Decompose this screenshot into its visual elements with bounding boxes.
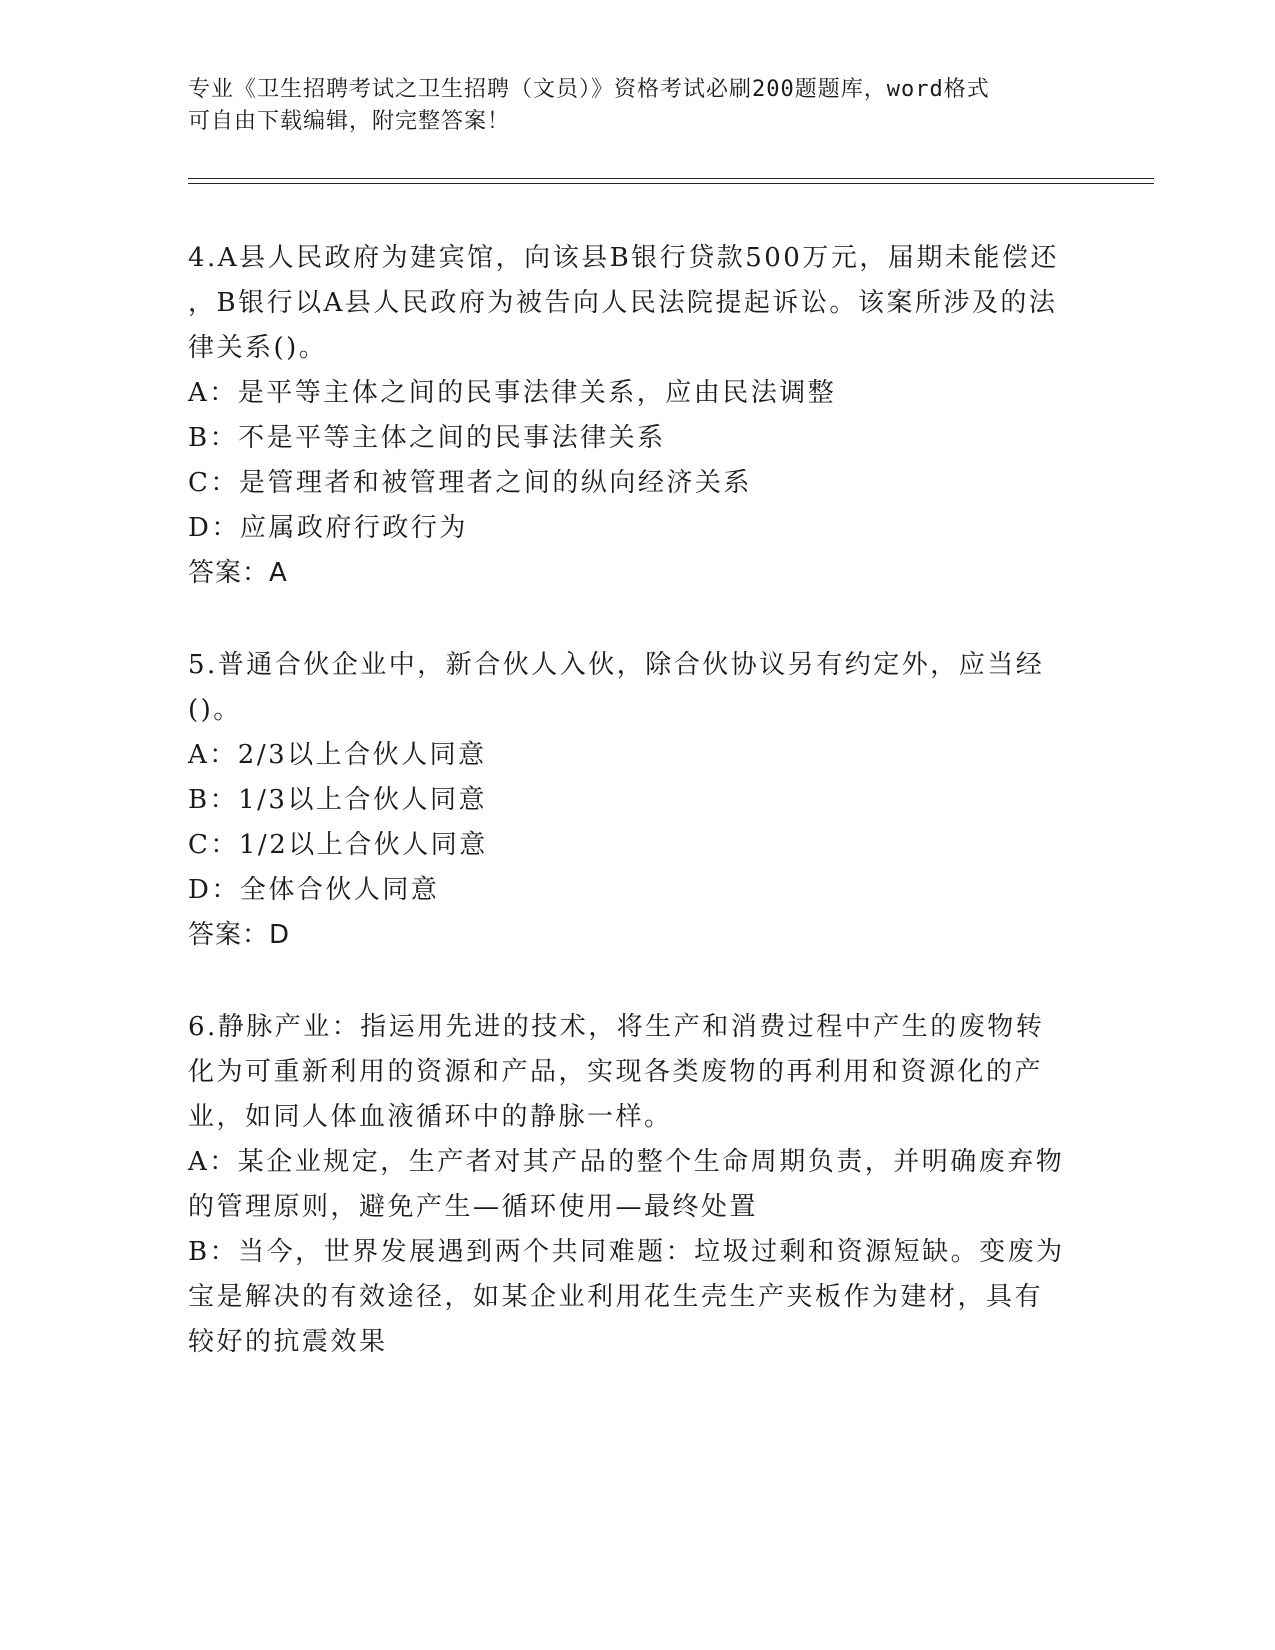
option-a-continued: 的管理原则，避免产生—循环使用—最终处置 — [188, 1192, 759, 1222]
question-spacer — [188, 958, 1088, 1005]
question-block — [188, 1005, 1088, 1365]
question-stem-line: ()。 — [188, 695, 242, 725]
header-line-2: 可自由下载编辑，附完整答案！ — [188, 109, 511, 134]
question-stem-line: 5.普通合伙企业中，新合伙人入伙，除合伙协议另有约定外，应当经 — [188, 650, 1045, 680]
header-divider-bottom — [188, 183, 1154, 184]
question-block — [188, 643, 1088, 958]
option-d: D：应属政府行政行为 — [188, 513, 468, 543]
option-c: C：1/2以上合伙人同意 — [188, 830, 488, 860]
header-divider-top — [188, 178, 1154, 179]
option-a: A：2/3以上合伙人同意 — [188, 740, 487, 770]
option-b-continued: 宝是解决的有效途径，如某企业利用花生壳生产夹板作为建材，具有 — [188, 1282, 1044, 1312]
document-header — [188, 74, 1068, 138]
question-block — [188, 236, 1088, 596]
question-stem-line: 业，如同人体血液循环中的静脉一样。 — [188, 1102, 673, 1132]
option-d: D：全体合伙人同意 — [188, 875, 440, 905]
question-stem-line: 化为可重新利用的资源和产品，实现各类废物的再利用和资源化的产 — [188, 1057, 1044, 1087]
option-b-continued: 较好的抗震效果 — [188, 1327, 388, 1357]
option-b: B：1/3以上合伙人同意 — [188, 785, 487, 815]
answer-label: 答案：A — [188, 558, 288, 588]
option-c: C：是管理者和被管理者之间的纵向经济关系 — [188, 468, 752, 498]
question-spacer — [188, 596, 1088, 643]
question-stem-line: 律关系()。 — [188, 333, 328, 363]
answer-label: 答案：D — [188, 920, 291, 950]
question-stem-line: 4.A县人民政府为建宾馆，向该县B银行贷款500万元，届期未能偿还 — [188, 243, 1059, 273]
option-b: B：不是平等主体之间的民事法律关系 — [188, 423, 666, 453]
option-a: A：是平等主体之间的民事法律关系，应由民法调整 — [188, 378, 837, 408]
question-list — [188, 236, 1088, 1365]
question-stem-line: ，B银行以A县人民政府为被告向人民法院提起诉讼。该案所涉及的法 — [188, 288, 1058, 318]
option-a: A：某企业规定，生产者对其产品的整个生命周期负责，并明确废弃物 — [188, 1147, 1065, 1177]
question-stem-line: 6.静脉产业：指运用先进的技术，将生产和消费过程中产生的废物转 — [188, 1012, 1045, 1042]
header-line-1: 专业《卫生招聘考试之卫生招聘（文员）》资格考试必刷200题题库，word格式 — [188, 77, 990, 102]
option-b: B：当今，世界发展遇到两个共同难题：垃圾过剩和资源短缺。变废为 — [188, 1237, 1065, 1267]
